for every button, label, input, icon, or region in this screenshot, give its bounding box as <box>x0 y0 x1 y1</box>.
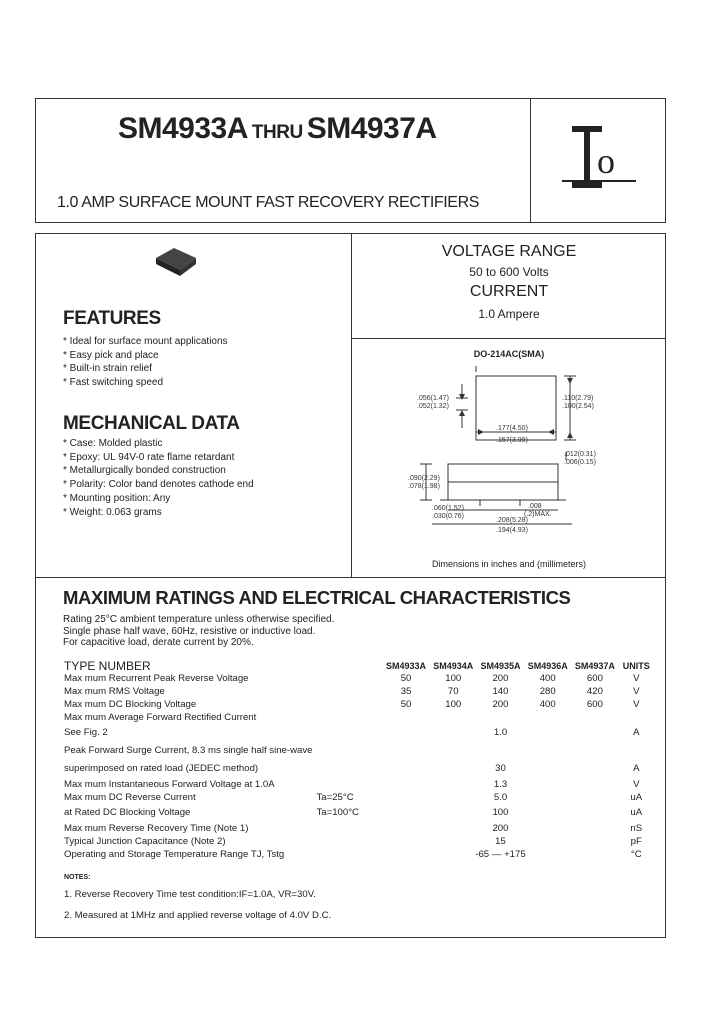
table-cell: 100 <box>492 807 509 818</box>
diode-package-image <box>150 244 202 280</box>
table-cell: 100 <box>445 698 462 710</box>
dim-label-d3a: .177(4.50) <box>496 425 528 432</box>
feature-item: * Easy pick and place <box>63 349 159 361</box>
table-cell: superimposed on rated load (JEDEC method) <box>64 763 259 774</box>
table-row <box>62 711 654 724</box>
table-cell: 15 <box>495 835 506 847</box>
mechanical-item: * Metallurgically bonded construction <box>63 465 226 477</box>
table-header-row <box>62 659 654 672</box>
table-cell: nS <box>630 822 643 834</box>
table-cell: 140 <box>492 685 509 697</box>
table-cell: Max mum Average Forward Rectified Current <box>64 711 257 723</box>
header-divider <box>530 98 531 223</box>
dim-label-d6a: .060(1.52) <box>432 505 464 512</box>
table-row <box>62 822 654 835</box>
table-cell <box>314 742 382 760</box>
feature-item: * Fast switching speed <box>63 377 164 389</box>
title-thru: THRU <box>251 122 303 143</box>
table-cell: uA <box>630 791 643 803</box>
table-cell: 50 <box>400 698 412 710</box>
mechanical-item: * Epoxy: UL 94V-0 rate flame retardant <box>63 451 235 463</box>
table-row <box>62 724 654 742</box>
table-cell: 200 <box>492 672 509 684</box>
table-cell: Max mum DC Reverse Current <box>64 791 196 803</box>
table-row <box>62 791 654 804</box>
current-heading: CURRENT <box>469 283 549 300</box>
table-cell: Ta=100°C <box>316 807 359 818</box>
mechanical-item: * Mounting position: Any <box>63 492 171 504</box>
column-header: SM4937A <box>574 660 615 671</box>
column-header: SM4934A <box>433 660 474 671</box>
table-cell <box>382 711 618 724</box>
ratings-intro-line: Rating 25°C ambient temperature unless otherwise specified. <box>63 614 335 625</box>
table-cell: uA <box>630 807 643 818</box>
table-cell <box>314 760 382 778</box>
dim-label-d7b: (.2)MAX. <box>524 511 552 518</box>
table-cell: 200 <box>492 698 509 710</box>
notes-section <box>64 874 331 921</box>
mechanical-item: * Case: Molded plastic <box>63 438 163 449</box>
table-cell: Operating and Storage Temperature Range TJ, Tstg <box>64 848 285 860</box>
document-title <box>118 112 437 146</box>
mechanical-item: * Weight: 0.063 grams <box>63 506 162 518</box>
ratings-divider <box>35 577 666 578</box>
table-cell: °C <box>630 848 642 860</box>
title-part-number-end: SM4937A <box>306 112 437 145</box>
dim-label-d2a: .110(2.79) <box>562 395 594 402</box>
dim-label-d4a: .012(0.31) <box>564 451 596 458</box>
table-cell: See Fig. 2 <box>64 727 108 738</box>
table-cell: V <box>633 685 640 697</box>
table-cell <box>314 778 382 791</box>
package-label: DO-214AC(SMA) <box>473 349 545 359</box>
table-row <box>62 804 654 822</box>
table-cell: Peak Forward Surge Current, 8.3 ms single half sine-wave <box>64 745 313 756</box>
dim-label-d7a: .008 <box>528 503 542 510</box>
mechanical-heading: MECHANICAL DATA <box>63 413 240 434</box>
feature-item: * Built-in strain relief <box>63 363 152 375</box>
feature-item: * Ideal for surface mount applications <box>63 336 228 347</box>
table-cell: 200 <box>492 822 509 834</box>
note-item: 1. Reverse Recovery Time test condition:IF=1.0A, VR=30V. <box>64 889 316 900</box>
table-row <box>62 685 654 698</box>
table-row <box>62 698 654 711</box>
table-cell: 1.0 <box>493 727 508 738</box>
column-header: SM4936A <box>527 660 568 671</box>
table-cell: 50 <box>400 672 412 684</box>
ratings-intro-line: For capacitive load, derate current by 20%. <box>63 637 254 648</box>
table-cell <box>314 822 382 835</box>
dim-label-d5b: .078(1.98) <box>408 483 440 490</box>
ratings-intro <box>63 614 334 649</box>
table-cell <box>382 742 618 760</box>
table-cell <box>314 724 382 742</box>
features-heading: FEATURES <box>63 308 161 329</box>
table-cell: 35 <box>400 685 412 697</box>
ratings-heading: MAXIMUM RATINGS AND ELECTRICAL CHARACTERISTICS <box>63 587 571 608</box>
dim-label-d5a: .090(2.29) <box>408 475 440 482</box>
ratings-table <box>62 659 654 861</box>
dim-label-d6b: .030(0.76) <box>432 513 464 520</box>
table-cell: 5.0 <box>493 791 508 803</box>
dim-label-d1a: .056(1.47) <box>417 395 449 402</box>
package-outline-diagram <box>352 360 666 550</box>
table-row <box>62 778 654 791</box>
range-divider <box>351 338 666 339</box>
current-value: 1.0 Ampere <box>478 307 540 321</box>
table-cell <box>314 848 382 861</box>
dim-label-d8b: .194(4.93) <box>496 527 528 534</box>
notes-heading: NOTES: <box>64 874 91 881</box>
table-cell <box>314 672 382 685</box>
table-cell: Max mum DC Blocking Voltage <box>64 698 197 710</box>
table-cell: V <box>633 778 640 790</box>
table-cell: Ta=25°C <box>316 791 354 803</box>
table-row <box>62 848 654 861</box>
column-header: UNITS <box>622 660 650 671</box>
table-cell <box>619 711 654 724</box>
table-cell <box>314 711 382 724</box>
table-cell <box>314 835 382 848</box>
table-cell: A <box>633 727 640 738</box>
table-cell: 70 <box>447 685 459 697</box>
table-cell: 30 <box>495 763 506 774</box>
table-row <box>62 760 654 778</box>
document-subtitle: 1.0 AMP SURFACE MOUNT FAST RECOVERY RECTIFIERS <box>57 194 480 211</box>
table-row <box>62 672 654 685</box>
table-cell: 400 <box>539 672 556 684</box>
dim-label-d8a: .208(5.28) <box>496 517 528 524</box>
table-cell: 420 <box>586 685 603 697</box>
table-cell <box>314 698 382 711</box>
mechanical-item: * Polarity: Color band denotes cathode end <box>63 479 254 491</box>
table-cell: Typical Junction Capacitance (Note 2) <box>64 835 226 847</box>
features-list <box>63 335 228 390</box>
table-cell <box>314 685 382 698</box>
ratings-intro-line: Single phase half wave, 60Hz, resistive or inductive load. <box>63 625 316 637</box>
table-cell: V <box>633 698 640 710</box>
table-cell: 600 <box>586 698 603 710</box>
note-item: 2. Measured at 1MHz and applied reverse voltage of 4.0V D.C. <box>64 910 332 921</box>
table-cell: 600 <box>586 672 603 684</box>
table-cell: Max mum Instantaneous Forward Voltage at 1.0A <box>64 778 275 790</box>
table-row <box>62 742 654 760</box>
table-cell: A <box>633 763 640 774</box>
dim-label-d1b: .052(1.32) <box>417 403 449 410</box>
table-cell: pF <box>630 835 642 847</box>
table-cell: V <box>633 672 640 684</box>
table-cell: at Rated DC Blocking Voltage <box>64 807 191 818</box>
column-header: SM4935A <box>480 660 521 671</box>
voltage-range-value: 50 to 600 Volts <box>469 265 549 279</box>
dim-label-d3b: .157(3.99) <box>496 437 528 444</box>
table-cell: 100 <box>445 672 462 684</box>
table-row <box>62 835 654 848</box>
table-cell: Max mum RMS Voltage <box>64 685 165 697</box>
column-header: TYPE NUMBER <box>64 658 151 673</box>
table-cell: 280 <box>539 685 556 697</box>
dim-label-d4b: .006(0.15) <box>564 459 596 466</box>
title-part-number-start: SM4933A <box>118 112 248 145</box>
table-cell: -65 — +175 <box>475 848 526 860</box>
table-cell: 1.3 <box>493 778 508 790</box>
dim-label-d2b: .100(2.54) <box>562 403 594 410</box>
table-cell: Max mum Recurrent Peak Reverse Voltage <box>64 672 249 684</box>
table-cell: 400 <box>539 698 556 710</box>
voltage-range-heading: VOLTAGE RANGE <box>441 243 577 260</box>
dimension-caption: Dimensions in inches and (millimeters) <box>431 559 587 569</box>
table-cell: Max mum Reverse Recovery Time (Note 1) <box>64 822 249 834</box>
mechanical-list <box>63 437 254 519</box>
brand-logo-letter: o <box>597 141 615 181</box>
table-cell <box>619 742 654 760</box>
column-header: SM4933A <box>386 660 427 671</box>
